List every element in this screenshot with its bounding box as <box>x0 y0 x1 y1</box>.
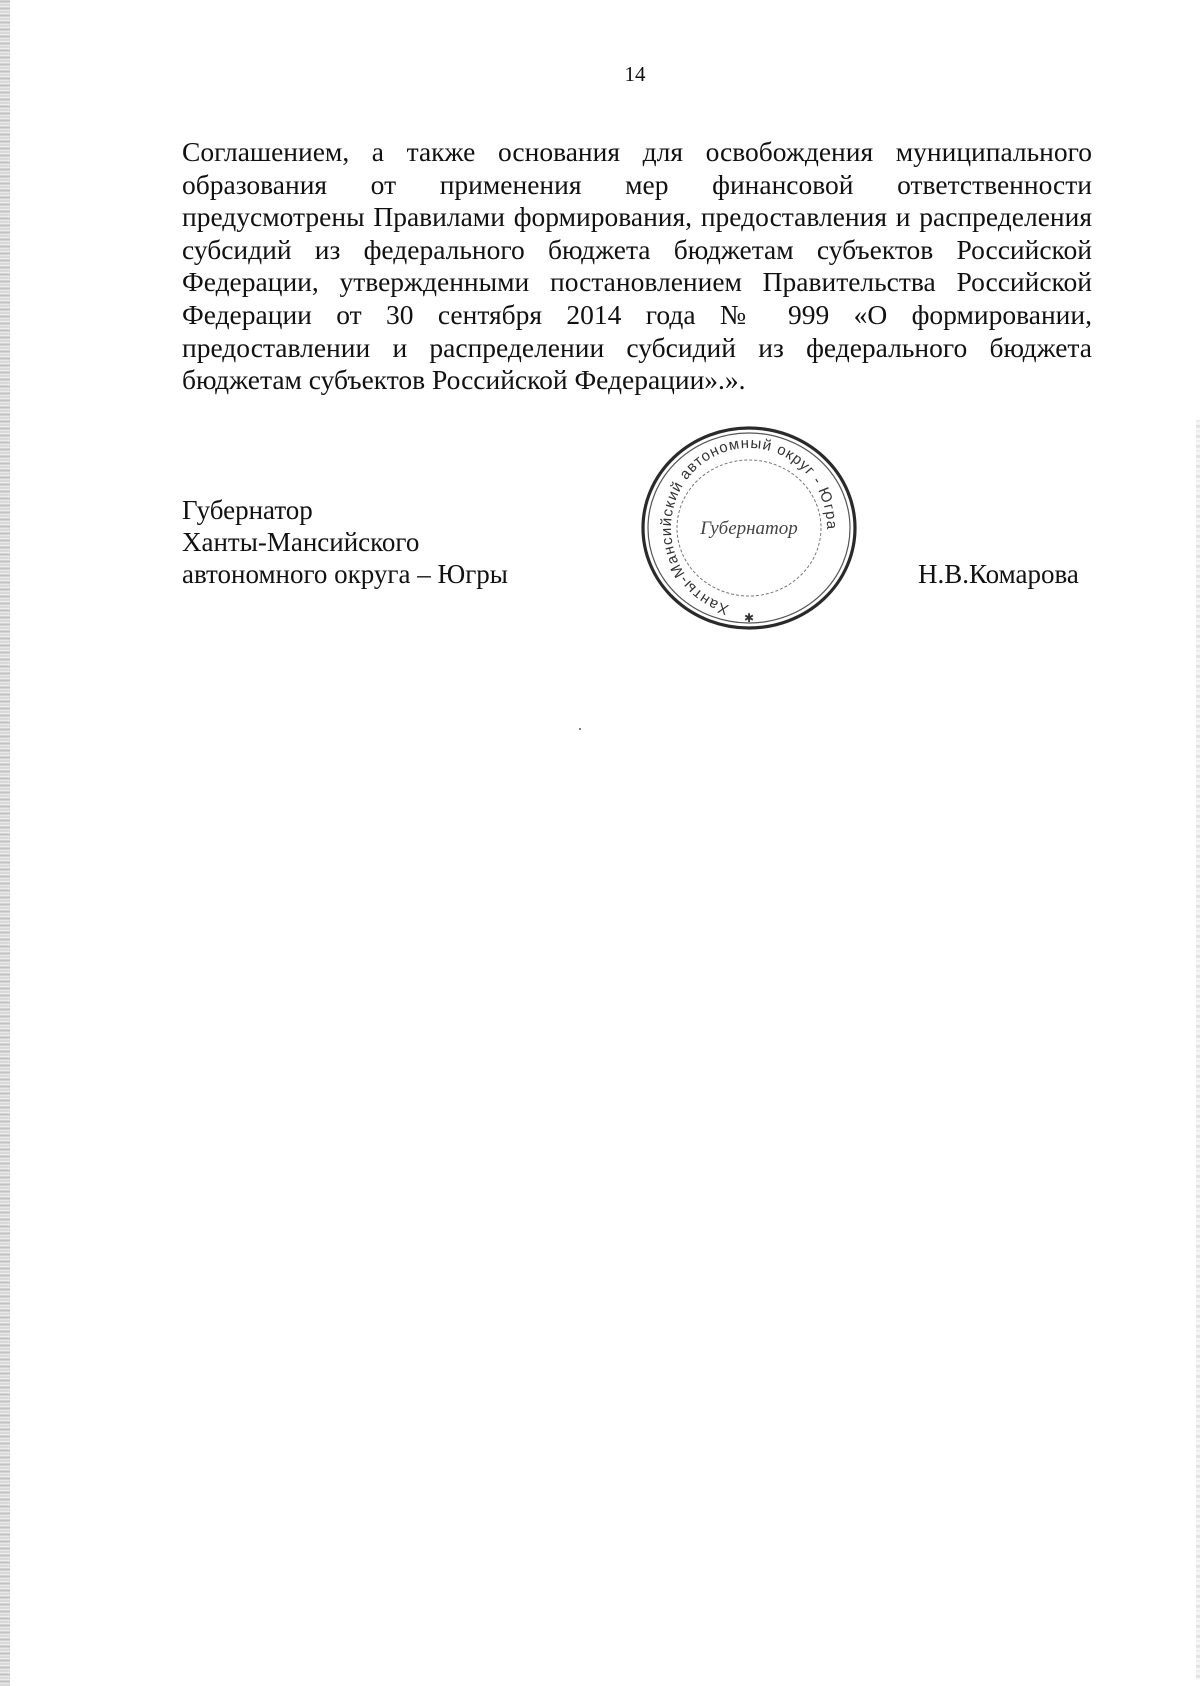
signature-title-line-3: автономного округа – Югры <box>182 559 508 589</box>
seal-ring-text: Ханты-Мансийский автономный округ - Югра <box>657 434 841 618</box>
official-seal-stamp <box>636 418 862 636</box>
signature-title-block <box>182 494 508 590</box>
signer-name: Н.В.Комарова <box>918 559 1079 589</box>
scan-dot <box>579 728 581 730</box>
scan-edge-right <box>1196 420 1200 1680</box>
seal-star-icon: ✱ <box>743 611 755 625</box>
scan-edge-left <box>0 0 10 1686</box>
seal-center-text: Губернатор <box>700 518 798 539</box>
signature-title-line-2: Ханты-Мансийского <box>182 527 420 557</box>
body-paragraph: Соглашением, а также основания для освобождения муниципального образования от применения мер финансовой ответственности предусмотрены Правилами формирования, предоставления и распределения субсидий из федерального бюджета бюджетам субъектов Российской Федерации, утвержденными постановлением Правительства Российской Федерации от 30 сентября 2014 года № 999 «О формировании, предоставлении и распределении субсидий из федерального бюджета бюджетам субъектов Российской Федерации».». <box>182 136 1092 396</box>
signature-title-line-1: Губернатор <box>182 495 313 525</box>
page-number: 14 <box>624 62 646 86</box>
